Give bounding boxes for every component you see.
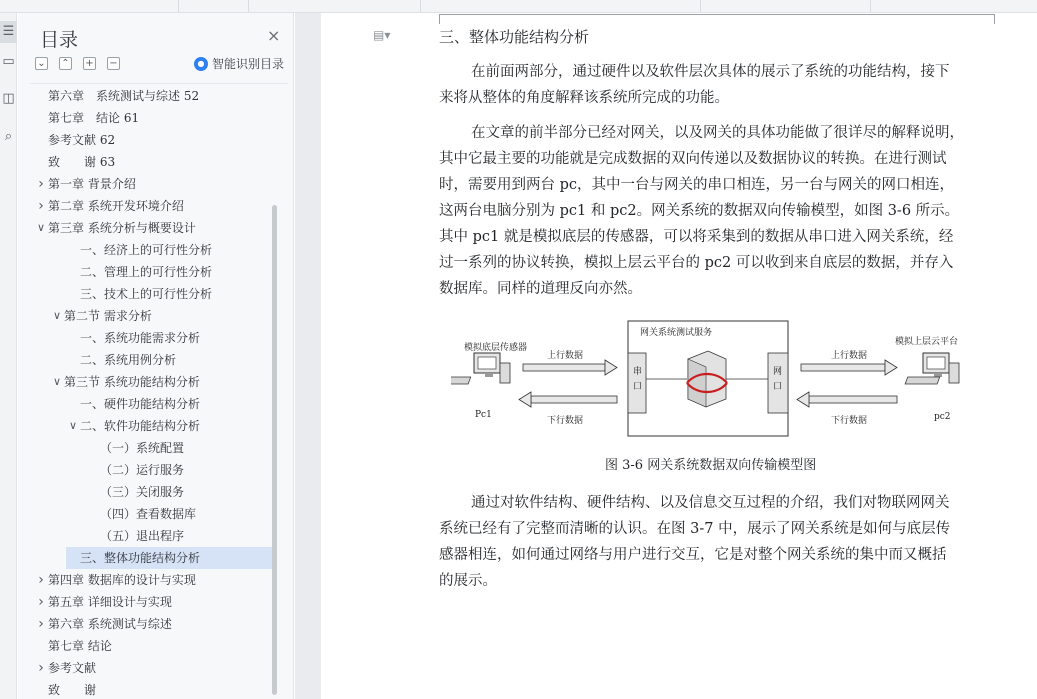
pc2-computer-icon <box>905 353 959 384</box>
chevron-down-icon[interactable]: ∨ <box>36 221 46 234</box>
left-downstream-arrow <box>519 392 617 407</box>
gateway-transfer-diagram <box>451 313 1001 443</box>
chevron-right-icon[interactable]: › <box>38 198 44 214</box>
chevron-right-icon[interactable]: › <box>38 594 44 610</box>
toc-item[interactable] <box>30 195 270 217</box>
chevron-right-icon[interactable]: › <box>38 176 44 192</box>
toc-item[interactable] <box>30 107 270 129</box>
toc-item[interactable] <box>30 437 270 459</box>
find-panel-icon[interactable]: ⌕ <box>4 129 13 144</box>
toolbar-divider <box>248 0 249 12</box>
toc-item-label: 第七章 结论 <box>48 639 112 653</box>
right-pc-label: pc2 <box>934 412 951 422</box>
serial-port-label: 串 <box>633 367 643 377</box>
toc-item-label: 参考文献 62 <box>48 133 116 147</box>
toc-item-label: 第七章 结论 61 <box>48 111 140 125</box>
gateway-system-title: 网关系统测试服务 <box>640 328 713 338</box>
expand-all-icon[interactable]: ⌄ <box>35 57 48 70</box>
paragraph-line: 时，需要用到两台 pc，其中一台与网关的串口相连，另一台与网关的网口相连， <box>439 177 955 193</box>
toc-item[interactable] <box>30 217 270 239</box>
toc-item-label: 第二节 需求分析 <box>64 309 152 323</box>
toc-item-label: 二、软件功能结构分析 <box>80 419 201 433</box>
toolbar-divider <box>700 0 701 12</box>
toc-item-label: 致 谢 <box>48 683 97 697</box>
close-icon[interactable]: × <box>267 26 281 45</box>
toc-item-label: 一、硬件功能结构分析 <box>80 397 201 411</box>
right-downstream-arrow <box>797 392 897 407</box>
toc-item[interactable] <box>30 525 270 547</box>
paragraph-line: 通过对软件结构、硬件结构、以及信息交互过程的介绍，我们对物联网网关 <box>471 495 950 511</box>
toc-scrollbar-thumb[interactable] <box>272 205 277 695</box>
toc-item[interactable] <box>30 415 270 437</box>
smart-toc-label: 智能识别目录 <box>212 57 285 71</box>
toc-item-label: 一、经济上的可行性分析 <box>80 243 213 257</box>
paragraph-line: 其中它最主要的功能就是完成数据的双向传递以及数据协议的转换。在进行测试 <box>439 151 947 167</box>
toc-list <box>30 83 288 699</box>
toc-item[interactable] <box>30 85 270 107</box>
add-heading-icon[interactable]: + <box>83 57 96 70</box>
chevron-right-icon[interactable]: › <box>38 572 44 588</box>
toc-item[interactable] <box>30 569 270 591</box>
toc-item[interactable] <box>30 679 270 699</box>
toc-item[interactable] <box>30 283 270 305</box>
toc-item-label: 参考文献 <box>48 661 97 675</box>
section-heading: 三、整体功能结构分析 <box>439 28 590 46</box>
toc-item[interactable] <box>30 305 270 327</box>
toc-item-label: 第二章 系统开发环境介绍 <box>48 199 184 213</box>
left-up-label: 上行数据 <box>547 351 584 361</box>
toc-item-label: 第三章 系统分析与概要设计 <box>48 221 196 235</box>
paragraph-1 <box>439 59 999 111</box>
toc-item-label: （五）退出程序 <box>100 529 185 543</box>
paragraph-line: 在前面两部分，通过硬件以及软件层次具体的展示了系统的功能结构，接下 <box>471 64 950 80</box>
toc-item[interactable] <box>30 657 270 679</box>
remove-heading-icon[interactable]: − <box>107 57 120 70</box>
toc-item-label: 二、管理上的可行性分析 <box>80 265 213 279</box>
left-icon-rail <box>0 13 17 699</box>
paragraph-2 <box>439 120 999 302</box>
left-upstream-arrow <box>523 360 617 375</box>
page-crop-mark <box>439 14 995 24</box>
paragraph-line: 的展示。 <box>439 573 497 589</box>
server-icon <box>687 351 727 407</box>
paragraph-line: 数据库。同样的道理反向亦然。 <box>439 281 642 297</box>
toc-item-label: （三）关闭服务 <box>100 485 185 499</box>
paragraph-line: 感器相连，如何通过网络与用户进行交互，它是对整个网关系统的集中而又概括 <box>439 547 947 563</box>
toc-item[interactable] <box>30 635 270 657</box>
ai-icon: ● <box>194 57 208 71</box>
net-port-label: 网 <box>773 367 783 377</box>
toolbar-divider <box>870 0 871 12</box>
bookmark-panel-icon[interactable]: ▭ <box>2 54 15 69</box>
toc-item[interactable] <box>30 459 270 481</box>
toc-item[interactable] <box>30 261 270 283</box>
toc-item-label: 第五章 详细设计与实现 <box>48 595 172 609</box>
document-page <box>321 13 1037 699</box>
paragraph-line: 在文章的前半部分已经对网关，以及网关的具体功能做了很详尽的解释说明， <box>471 125 964 141</box>
left-pc-label: Pc1 <box>475 410 492 420</box>
toc-item[interactable] <box>30 371 270 393</box>
right-down-label: 下行数据 <box>831 416 868 426</box>
collapse-all-icon[interactable]: ⌃ <box>59 57 72 70</box>
paragraph-line: 这两台电脑分别为 pc1 和 pc2。网关系统的数据双向传输模型，如图 3-6 所示。 <box>439 203 960 219</box>
toc-item[interactable] <box>30 591 270 613</box>
right-upstream-arrow <box>801 360 897 375</box>
paragraph-line: 其中 pc1 就是模拟底层的传感器，可以将采集到的数据从串口进入网关系统，经 <box>439 229 954 245</box>
toc-panel <box>18 13 294 699</box>
toolbar-divider <box>178 0 179 12</box>
net-port-label-2: 口 <box>773 382 783 392</box>
right-cloud-label: 模拟上层云平台 <box>895 337 959 347</box>
outline-panel-icon[interactable]: ◫ <box>2 91 15 106</box>
toolbar-divider <box>420 0 421 12</box>
chevron-down-icon[interactable]: ∨ <box>68 419 78 432</box>
right-up-label: 上行数据 <box>831 351 868 361</box>
left-sensor-label: 模拟底层传感器 <box>464 343 528 353</box>
document-icon[interactable]: ▤▾ <box>373 28 391 42</box>
top-toolbar-strip <box>0 0 1037 13</box>
toc-item[interactable] <box>30 327 270 349</box>
toc-item[interactable] <box>30 613 270 635</box>
toc-item[interactable] <box>30 151 270 173</box>
page-gutter <box>295 13 321 699</box>
paragraph-line: 过一系列的协议转换，模拟上层云平台的 pc2 可以收到来自底层的数据，并存入 <box>439 255 954 271</box>
toc-item[interactable] <box>30 239 270 261</box>
toc-item-label: 第三节 系统功能结构分析 <box>64 375 200 389</box>
toc-item-label: 一、系统功能需求分析 <box>80 331 201 345</box>
serial-port-label-2: 口 <box>633 382 643 392</box>
pc1-computer-icon <box>451 353 510 384</box>
toc-title: 目录 <box>40 29 79 51</box>
toc-item-label: 第四章 数据库的设计与实现 <box>48 573 196 587</box>
paragraph-line: 系统已经有了完整而清晰的认识。在图 3-7 中，展示了网关系统是如何与底层传 <box>439 521 951 537</box>
toc-item[interactable] <box>30 129 270 151</box>
toc-item[interactable] <box>30 481 270 503</box>
paragraph-line: 来将从整体的角度解释该系统所完成的功能。 <box>439 90 729 106</box>
toc-item-label: 二、系统用例分析 <box>80 353 177 367</box>
figure-caption: 图 3-6 网关系统数据双向传输模型图 <box>605 458 817 473</box>
paragraph-3 <box>439 490 999 594</box>
left-down-label: 下行数据 <box>547 416 584 426</box>
toc-item-label: （二）运行服务 <box>100 463 185 477</box>
chevron-down-icon[interactable]: ∨ <box>52 375 62 388</box>
toc-item-label: 第一章 背景介绍 <box>48 177 136 191</box>
toc-item-label: 第六章 系统测试与综述 <box>48 617 172 631</box>
toc-item[interactable] <box>30 349 270 371</box>
toc-item-label: （一）系统配置 <box>100 441 185 455</box>
toc-item-label: 三、整体功能结构分析 <box>80 551 201 565</box>
toc-item[interactable] <box>30 503 270 525</box>
toc-panel-icon[interactable]: ☰ <box>0 21 17 43</box>
toc-item-label: 致 谢 63 <box>48 155 116 169</box>
toc-item-label: （四）查看数据库 <box>100 507 197 521</box>
toc-item-label: 第六章 系统测试与综述 52 <box>48 89 200 103</box>
chevron-right-icon[interactable]: › <box>38 660 44 676</box>
chevron-down-icon[interactable]: ∨ <box>52 309 62 322</box>
toc-item[interactable] <box>30 393 270 415</box>
toc-item-label: 三、技术上的可行性分析 <box>80 287 213 301</box>
toc-item[interactable] <box>66 547 272 569</box>
chevron-right-icon[interactable]: › <box>38 616 44 632</box>
toc-item[interactable] <box>30 173 270 195</box>
